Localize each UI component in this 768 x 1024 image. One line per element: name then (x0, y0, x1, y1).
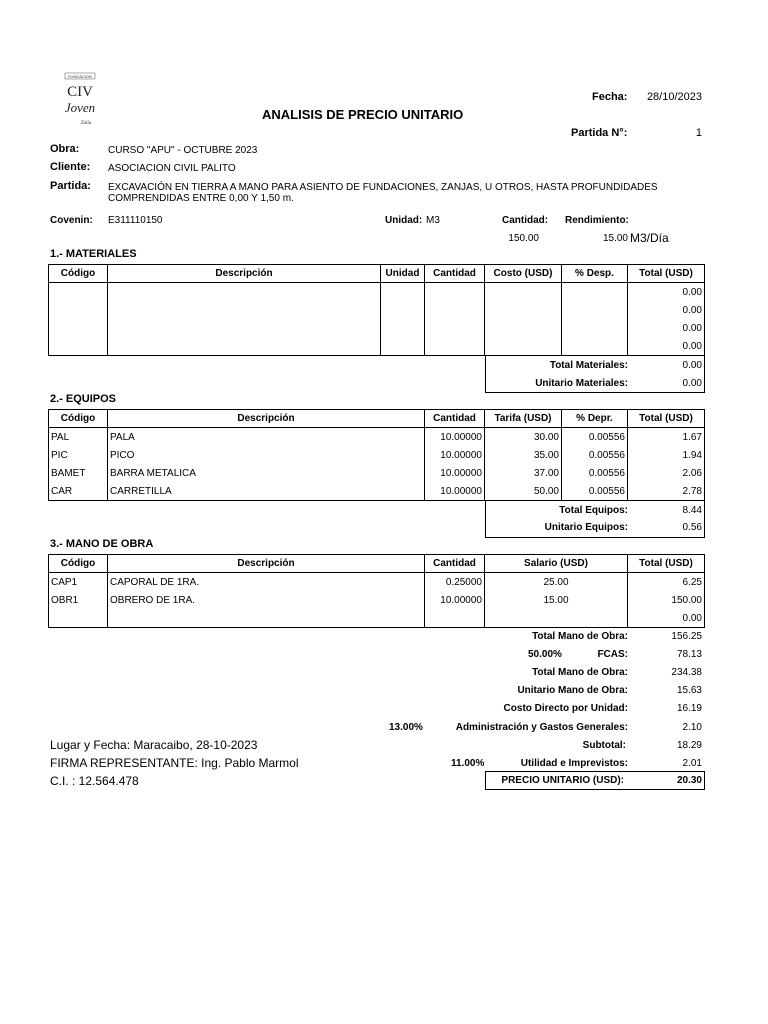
mano-obra-header-row (49, 555, 705, 573)
cell-total: 6.25 (628, 573, 705, 592)
unitario-materiales-label: Unitario Materiales: (535, 378, 628, 389)
cell-total: 2.06 (628, 464, 705, 482)
col-header: Descripción (108, 555, 425, 573)
logo-text-zulia: Zulia (80, 121, 92, 126)
cedula: C.I. : 12.564.478 (50, 774, 139, 788)
cantidad-value: 150.00 (508, 233, 539, 244)
col-header: Unidad (381, 265, 425, 283)
covenin-value: E311110150 (108, 215, 163, 226)
lugar-fecha: Lugar y Fecha: Maracaibo, 28-10-2023 (50, 738, 258, 752)
col-header: Total (USD) (628, 410, 705, 428)
materiales-table (48, 264, 705, 356)
cell-desc: CAPORAL DE 1RA. (108, 573, 425, 592)
obra-value: CURSO "APU" - OCTUBRE 2023 (108, 145, 258, 156)
col-header: Tarifa (USD) (485, 410, 562, 428)
col-header: Código (49, 555, 108, 573)
covenin-label: Covenin: (50, 215, 93, 226)
utilidad-pct: 11.00% (451, 758, 485, 769)
col-header: Total (USD) (628, 555, 705, 573)
cliente-value: ASOCIACION CIVIL PALITO (108, 163, 236, 174)
cell-salario: 15.00 (485, 591, 628, 609)
rendimiento-value: 15.00 (602, 233, 628, 244)
equipos-header-row (49, 410, 705, 428)
page-title: ANALISIS DE PRECIO UNITARIO (262, 107, 464, 122)
obra-label: Obra: (50, 143, 80, 155)
fcas-label: FCAS: (597, 649, 628, 660)
cell-cantidad: 10.00000 (425, 446, 485, 464)
table-row (49, 428, 705, 447)
cell-total: 0.00 (628, 609, 705, 628)
col-header: Salario (USD) (485, 555, 628, 573)
cell-codigo: OBR1 (49, 591, 108, 609)
cell-cantidad: 10.00000 (425, 464, 485, 482)
row-total: 0.00 (628, 319, 705, 337)
utilidad-label: Utilidad e Imprevistos: (520, 758, 628, 769)
cell-cantidad: 10.00000 (425, 428, 485, 447)
cell-desc: PICO (108, 446, 425, 464)
partida-label: Partida: (50, 180, 91, 192)
row-total: 0.00 (628, 283, 705, 302)
cell-depr: 0.00556 (562, 464, 628, 482)
civ-joven-logo (62, 72, 98, 128)
cell-cantidad: 10.00000 (425, 591, 485, 609)
col-header: Código (49, 265, 108, 283)
fecha-value: 28/10/2023 (646, 91, 702, 103)
table-row (49, 609, 705, 628)
utilidad-value: 2.01 (682, 758, 702, 769)
table-row (49, 464, 705, 482)
cell-tarifa: 35.00 (485, 446, 562, 464)
cell-desc: CARRETILLA (108, 482, 425, 501)
subtotal-label: Subtotal: (582, 740, 626, 751)
total-materiales-label: Total Materiales: (549, 360, 628, 371)
row-total: 0.00 (628, 301, 705, 319)
table-row (49, 591, 705, 609)
col-header: Cantidad (425, 555, 485, 573)
cantidad-label: Cantidad: (502, 215, 549, 226)
table-row (49, 573, 705, 592)
materiales-header-row (49, 265, 705, 283)
unidad-value: M3 (426, 215, 440, 226)
total-materiales-value: 0.00 (682, 360, 702, 371)
partida-no-value: 1 (695, 127, 702, 139)
col-header: Descripción (108, 410, 425, 428)
unidad-label: Unidad: (385, 215, 423, 226)
partida-desc-line2: COMPRENDIDAS ENTRE 0,00 Y 1,50 m. (108, 193, 294, 204)
cell-total: 150.00 (628, 591, 705, 609)
col-header: % Desp. (562, 265, 628, 283)
cell-salario: 25.00 (485, 573, 628, 592)
admin-pct: 13.00% (389, 722, 423, 733)
mano-obra-table (48, 554, 705, 628)
cell-tarifa: 50.00 (485, 482, 562, 501)
fcas-value: 78.13 (676, 649, 702, 660)
col-header: Cantidad (425, 265, 485, 283)
cell-salario (485, 609, 628, 628)
mano-obra-section-title: 3.- MANO DE OBRA (50, 538, 154, 550)
rendimiento-label: Rendimiento: (565, 215, 629, 226)
cliente-label: Cliente: (50, 161, 91, 173)
col-header: Costo (USD) (485, 265, 562, 283)
row-total: 0.00 (628, 337, 705, 356)
cell-total: 1.94 (628, 446, 705, 464)
total-mano-obra-2-value: 234.38 (671, 667, 702, 678)
materiales-section-title: 1.- MATERIALES (50, 248, 137, 260)
col-header: % Depr. (562, 410, 628, 428)
total-equipos-value: 8.44 (682, 505, 702, 516)
cell-depr: 0.00556 (562, 482, 628, 501)
table-row (49, 319, 705, 337)
unitario-equipos-value: 0.56 (682, 522, 702, 533)
cell-tarifa: 30.00 (485, 428, 562, 447)
total-mano-obra-value: 156.25 (671, 631, 702, 642)
total-equipos-label: Total Equipos: (559, 505, 628, 516)
cell-codigo: PIC (49, 446, 108, 464)
costo-directo-label: Costo Directo por Unidad: (503, 703, 628, 714)
cell-codigo: BAMET (49, 464, 108, 482)
equipos-section-title: 2.- EQUIPOS (50, 393, 117, 405)
equipos-table (48, 409, 705, 501)
cell-codigo: CAP1 (49, 573, 108, 592)
cell-depr: 0.00556 (562, 446, 628, 464)
logo-text-joven: Joven (64, 100, 96, 115)
col-header: Cantidad (425, 410, 485, 428)
cell-desc: BARRA METALICA (108, 464, 425, 482)
table-row (49, 446, 705, 464)
table-row (49, 337, 705, 356)
cell-codigo: PAL (49, 428, 108, 447)
logo-text-civ: CIV (67, 84, 93, 100)
col-header: Código (49, 410, 108, 428)
col-header: Descripción (108, 265, 381, 283)
admin-label: Administración y Gastos Generales: (455, 722, 628, 733)
table-row (49, 283, 705, 302)
cell-tarifa: 37.00 (485, 464, 562, 482)
fcas-pct: 50.00% (528, 649, 562, 660)
cell-cantidad: 0.25000 (425, 573, 485, 592)
cell-cantidad: 10.00000 (425, 482, 485, 501)
unitario-equipos-label: Unitario Equipos: (544, 522, 628, 533)
logo-text-fundacion: FUNDACION (68, 74, 92, 79)
table-row (49, 301, 705, 319)
cell-desc: PALA (108, 428, 425, 447)
cell-codigo: CAR (49, 482, 108, 501)
cell-desc (108, 609, 425, 628)
unitario-mano-obra-label: Unitario Mano de Obra: (517, 685, 628, 696)
col-header: Total (USD) (628, 265, 705, 283)
total-mano-obra-2-label: Total Mano de Obra: (532, 667, 628, 678)
cell-depr: 0.00556 (562, 428, 628, 447)
partida-desc-line1: EXCAVACIÓN EN TIERRA A MANO PARA ASIENTO DE FUNDACIONES, ZANJAS, U OTROS, HASTA PROFUNDIDADES (108, 182, 658, 193)
firma-representante: FIRMA REPRESENTANTE: Ing. Pablo Marmol (50, 756, 299, 770)
subtotal-value: 18.29 (676, 740, 702, 751)
precio-unitario-value: 20.30 (676, 775, 702, 786)
cell-total: 2.78 (628, 482, 705, 501)
unitario-materiales-value: 0.00 (682, 378, 702, 389)
costo-directo-value: 16.19 (676, 703, 702, 714)
table-row (49, 482, 705, 501)
admin-value: 2.10 (682, 722, 702, 733)
precio-unitario-label: PRECIO UNITARIO (USD): (501, 775, 624, 786)
fecha-label: Fecha: (592, 91, 628, 103)
unitario-mano-obra-value: 15.63 (676, 685, 702, 696)
cell-codigo (49, 609, 108, 628)
cell-cantidad (425, 609, 485, 628)
cell-desc: OBRERO DE 1RA. (108, 591, 425, 609)
rendimiento-unit: M3/Día (630, 231, 669, 245)
cell-total: 1.67 (628, 428, 705, 447)
total-mano-obra-label: Total Mano de Obra: (532, 631, 628, 642)
partida-no-label: Partida N°: (571, 127, 628, 139)
